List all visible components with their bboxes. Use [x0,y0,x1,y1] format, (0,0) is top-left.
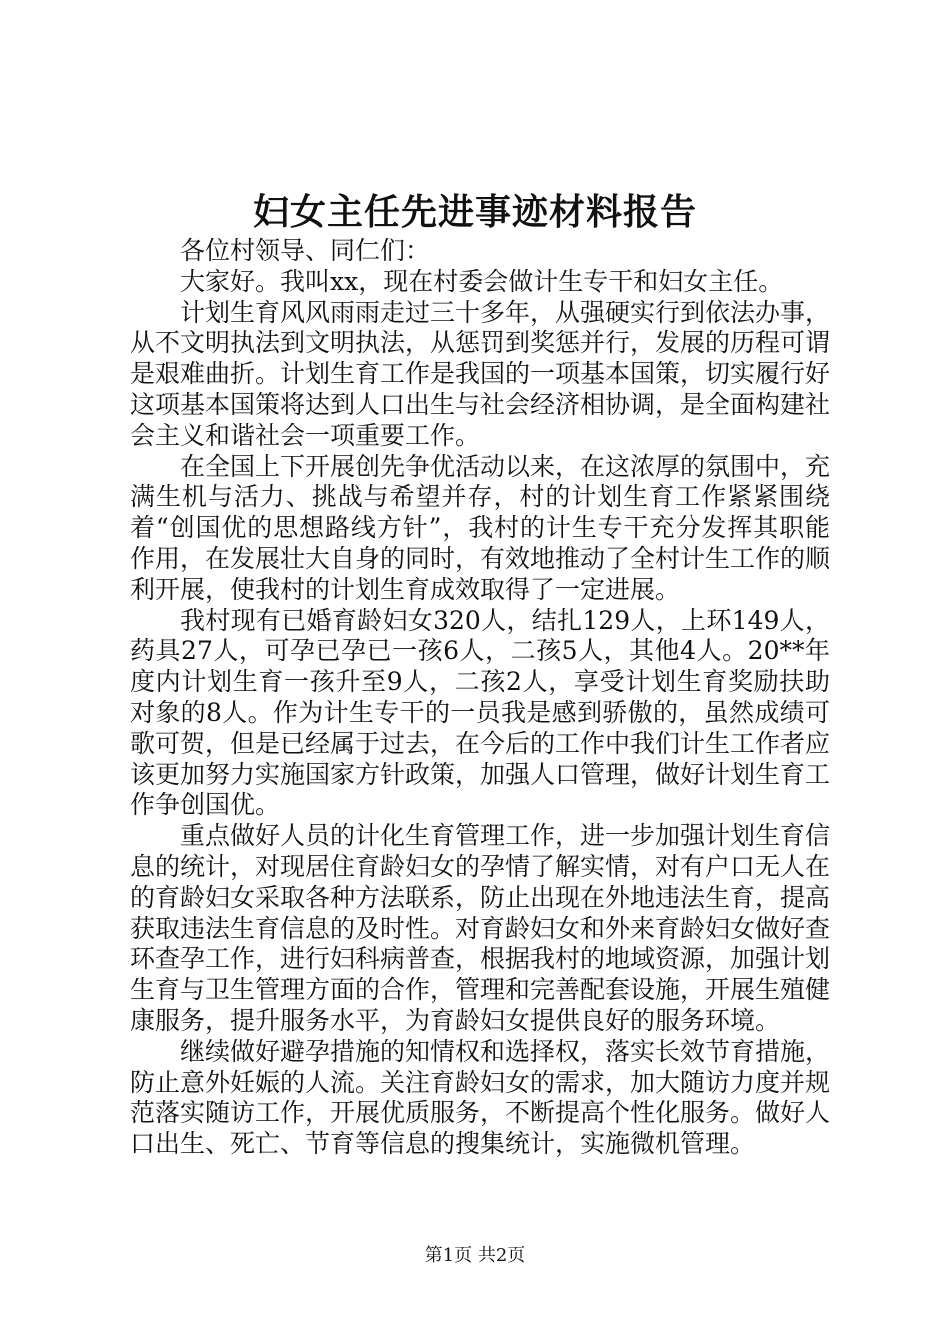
salutation-paragraph: 各位村领导、同仁们： [180,236,431,265]
body-paragraph: 重点做好人员的计化生育管理工作，进一步加强计划生育信息的统计，对现居住育龄妇女的孕情了解实情，对有户口无人在的育龄妇女采取各种方法联系，防止出现在外地违法生育，提高获取违法生育信息的及时性。对育龄妇女和外来育龄妇女做好查环查孕工作，进行妇科病普查，根据我村的地域资源，加强计划生育与卫生管理方面的合作，管理和完善配套设施，开展生殖健康服务，提升服务水平，为育龄妇女提供良好的服务环境。 [130,821,831,1035]
document-title: 妇女主任先进事迹材料报告 [252,191,697,233]
body-paragraph: 计划生育风风雨雨走过三十多年，从强硬实行到依法办事，从不文明执法到文明执法，从惩罚到奖惩并行，发展的历程可谓是艰难曲折。计划生育工作是我国的一项基本国策，切实履行好这项基本国策将达到人口出生与社会经济相协调，是全面构建社会主义和谐社会一项重要工作。 [130,297,831,450]
document-body [130,236,830,1160]
body-paragraph: 在全国上下开展创先争优活动以来，在这浓厚的氛围中，充满生机与活力、挑战与希望并存，村的计划生育工作紧紧围绕着“创国优的思想路线方针”，我村的计生专干充分发挥其职能作用，在发展壮大自身的同时，有效地推动了全村计生工作的顺利开展，使我村的计划生育成效取得了一定进展。 [130,451,831,604]
greeting-paragraph: 大家好。我叫xx，现在村委会做计生专干和妇女主任。 [180,266,784,296]
body-paragraph: 我村现有已婚育龄妇女320人，结扎129人，上环149人，药具27人，可孕已孕已一孩6人，二孩5人，其他4人。20**年度内计划生育一孩升至9人，二孩2人，享受计划生育奖励扶助对象的8人。作为计生专干的一员我是感到骄傲的，虽然成绩可歌可贺，但是已经属于过去，在今后的工作中我们计生工作者应该更加努力实施国家方针政策，加强人口管理，做好计划生育工作争创国优。 [130,605,831,820]
page-number-footer: 第1页 共2页 [424,1245,526,1266]
body-paragraph: 继续做好避孕措施的知情权和选择权，落实长效节育措施，防止意外妊娠的人流。关注育龄妇女的需求，加大随访力度并规范落实随访工作，开展优质服务，不断提高个性化服务。做好人口出生、死亡、节育等信息的搜集统计，实施微机管理。 [130,1036,831,1159]
